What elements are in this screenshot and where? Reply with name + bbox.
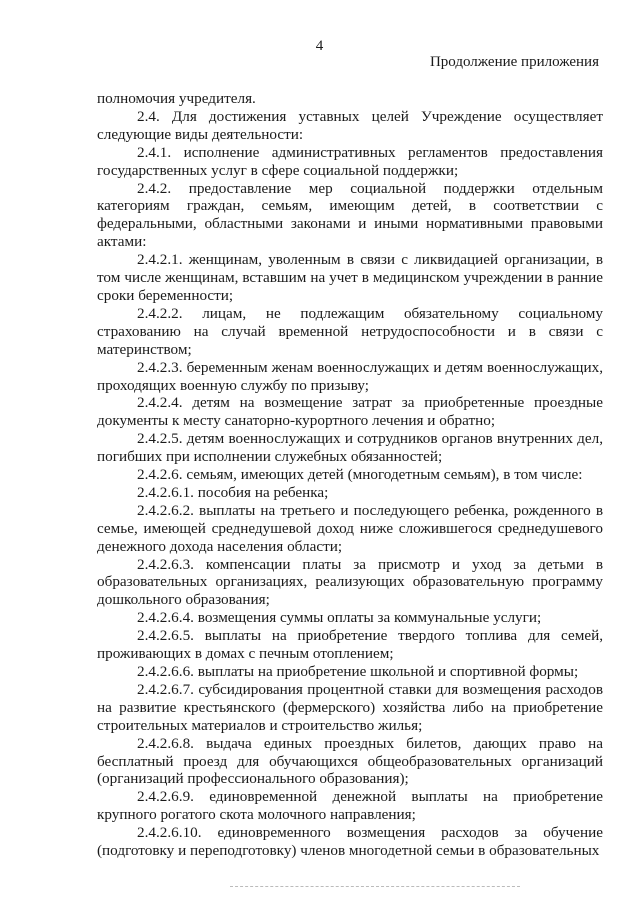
- paragraph: 2.4.2.6.6. выплаты на приобретение школьной и спортивной формы;: [137, 663, 579, 680]
- paragraph: полномочия учредителя.: [97, 90, 256, 107]
- paragraph: 2.4.2.6.3. компенсации платы за присмотр и уход за детьми в образовательных организациях, реализующих образовательную программу дошкольного образования;: [97, 555, 603, 609]
- paragraph: 2.4.2.6.1. пособия на ребенка;: [137, 483, 329, 501]
- paragraph: 2.4.2.3. беременным женам военнослужащих и детям военнослужащих, проходящих военную службу по призыву;: [97, 358, 603, 394]
- paragraph: 2.4.2.6.10. единовременного возмещения расходов за обучение (подготовку и переподготовку) членов многодетной семьи в образовательных: [97, 824, 603, 860]
- paragraph: 2.4.2. предоставление мер социальной поддержки отдельным категориям граждан, семьям, имеющим детей, в соответствии с федеральными, областными законами и иными нормативными правовыми актами:: [97, 179, 603, 251]
- paragraph: 2.4.2.2. лицам, не подлежащим обязательному социальному страхованию на случай временной нетрудоспособности и в связи с материнством;: [97, 304, 603, 358]
- paragraph: 2.4.2.6.8. выдача единых проездных билетов, дающих право на бесплатный проезд для обучающихся общеобразовательных организаций (организаций профессионального образования);: [97, 734, 603, 788]
- paragraph: 2.4.2.6.4. возмещения суммы оплаты за коммунальные услуги;: [137, 609, 542, 627]
- scan-artifact-line: [230, 886, 520, 888]
- continuation-header: Продолжение приложения: [429, 54, 599, 70]
- paragraph: 2.4.2.6. семьям, имеющих детей (многодетным семьям), в том числе:: [137, 466, 583, 484]
- page-number: 4: [315, 38, 324, 54]
- paragraph: 2.4.2.6.9. единовременной денежной выплаты на приобретение крупного рогатого скота молочного направления;: [97, 788, 603, 824]
- paragraph: 2.4.2.6.2. выплаты на третьего и последующего ребенка, рожденного в семье, имеющей среднедушевой доход ниже сложившегося среднедушевого денежного дохода населения области;: [97, 501, 603, 555]
- paragraph: 2.4.2.5. детям военнослужащих и сотрудников органов внутренних дел, погибших при исполнении служебных обязанностей;: [97, 430, 603, 466]
- paragraph: 2.4.1. исполнение административных регламентов предоставления государственных услуг в сфере социальной поддержки;: [97, 143, 603, 179]
- document-body: [97, 90, 603, 860]
- paragraph: 2.4.2.1. женщинам, уволенным в связи с ликвидацией организации, в том числе женщинам, вставшим на учет в медицинском учреждении в ранние сроки беременности;: [97, 251, 603, 304]
- paragraph: 2.4.2.6.5. выплаты на приобретение твердого топлива для семей, проживающих в домах с печным отоплением;: [97, 627, 603, 663]
- paragraph: 2.4.2.4. детям на возмещение затрат за приобретенные проездные документы к месту санаторно-курортного лечения и обратно;: [97, 394, 603, 430]
- paragraph: 2.4.2.6.7. субсидирования процентной ставки для возмещения расходов на развитие крестьянского (фермерского) хозяйства либо на приобретение строительных материалов и строительство жилья;: [97, 680, 603, 734]
- paragraph: 2.4. Для достижения уставных целей Учреждение осуществляет следующие виды деятельности:: [97, 107, 603, 143]
